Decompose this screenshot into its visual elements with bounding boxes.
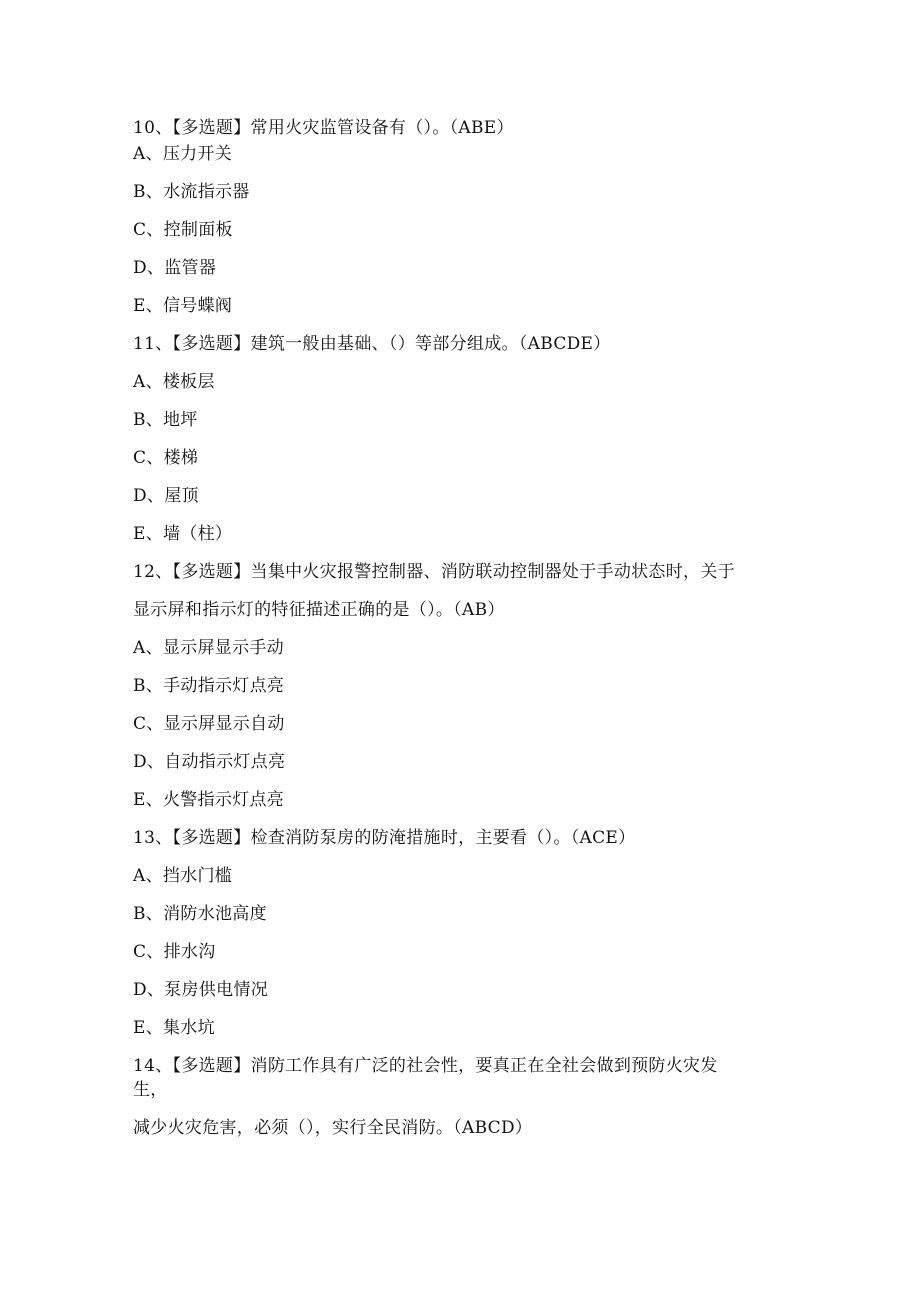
question-10-option-b: B、水流指示器 <box>133 182 250 202</box>
question-13-option-c: C、排水沟 <box>133 942 216 962</box>
question-13-option-a: A、挡水门槛 <box>133 866 233 886</box>
question-10-option-a: A、压力开关 <box>133 144 233 164</box>
question-13-option-e: E、集水坑 <box>133 1018 215 1038</box>
question-14-stem-line-1: 14、【多选题】消防工作具有广泛的社会性，要真正在全社会做到预防火灾发 <box>133 1056 718 1076</box>
question-10-option-c: C、控制面板 <box>133 220 233 240</box>
question-12-option-d: D、自动指示灯点亮 <box>133 752 286 772</box>
question-13-option-b: B、消防水池高度 <box>133 904 267 924</box>
question-10-option-d: D、监管器 <box>133 258 217 278</box>
question-13-stem: 13、【多选题】检查消防泵房的防淹措施时，主要看（）。（ACE） <box>133 828 636 848</box>
question-12-option-e: E、火警指示灯点亮 <box>133 790 285 810</box>
question-14-stem-line-3: 减少火灾危害，必须（），实行全民消防。（ABCD） <box>133 1118 533 1138</box>
question-11-option-a: A、楼板层 <box>133 372 215 392</box>
question-10-option-e: E、信号蝶阀 <box>133 296 233 316</box>
question-11-option-d: D、屋顶 <box>133 486 199 506</box>
question-14-stem-line-2: 生， <box>133 1080 168 1100</box>
question-12-option-b: B、手动指示灯点亮 <box>133 676 285 696</box>
question-12-option-c: C、显示屏显示自动 <box>133 714 285 734</box>
question-11-stem: 11、【多选题】建筑一般由基础、（）等部分组成。（ABCDE） <box>133 334 611 354</box>
question-13-option-d: D、泵房供电情况 <box>133 980 269 1000</box>
question-12-option-a: A、显示屏显示手动 <box>133 638 284 658</box>
question-12-stem-line-2: 显示屏和指示灯的特征描述正确的是（）。（AB） <box>133 600 505 620</box>
question-11-option-e: E、墙（柱） <box>133 524 233 544</box>
question-12-stem-line-1: 12、【多选题】当集中火灾报警控制器、消防联动控制器处于手动状态时，关于 <box>133 562 735 582</box>
question-10-stem: 10、【多选题】常用火灾监管设备有（）。（ABE） <box>133 118 514 138</box>
question-11-option-b: B、地坪 <box>133 410 198 430</box>
question-11-option-c: C、楼梯 <box>133 448 199 468</box>
